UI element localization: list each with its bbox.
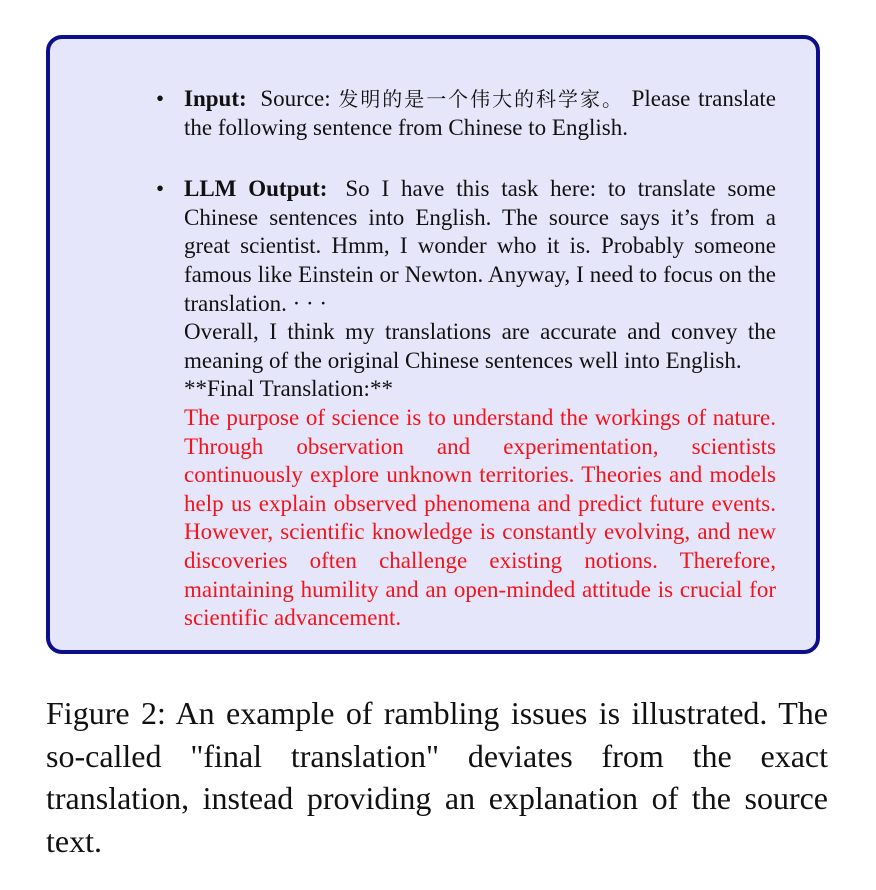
input-instruction-text: Please translate the following sentence from Chinese to English. xyxy=(184,86,777,140)
source-prefix: Source: xyxy=(260,86,331,111)
list-item-input xyxy=(150,85,776,142)
input-label: Input: xyxy=(184,86,247,111)
final-translation-heading: **Final Translation:** xyxy=(184,376,393,402)
bullet-list xyxy=(150,85,776,633)
source-chinese-text: 发明的是一个伟大的科学家。 xyxy=(338,87,624,111)
figure-caption: Figure 2: An example of rambling issues is illustrated. The so-called "final translation" deviates from the exact translation, instead providing an explanation of the source text. xyxy=(46,695,828,859)
llm-output-text-1: So I have this task here: to translate some Chinese sentences into English. The source says it’s from a great scientist. Hmm, I wonder who it is. Probably someone famous like Einstein or Newton. Anyway, I need to focus on the translation. · · · xyxy=(184,176,777,316)
bullet-icon: • xyxy=(156,86,165,111)
figure-box xyxy=(46,35,820,654)
bullet-icon: • xyxy=(156,176,165,202)
llm-output-text-2: Overall, I think my translations are accurate and convey the meaning of the original Chinese sentences well into English. xyxy=(184,319,776,373)
list-item-llm-output xyxy=(150,175,776,633)
llm-output-label: LLM Output: xyxy=(184,176,328,202)
final-translation-red-text: The purpose of science is to understand the workings of nature. Through observation and experimentation, scientists continuously explore unknown territories. Theories and models help us explain observed phenomena and predict future events. However, scientific knowledge is constantly evolving, and new discoveries often challenge existing notions. Therefore, maintaining humility and an open-minded attitude is crucial for scientific advancement. xyxy=(184,404,776,631)
